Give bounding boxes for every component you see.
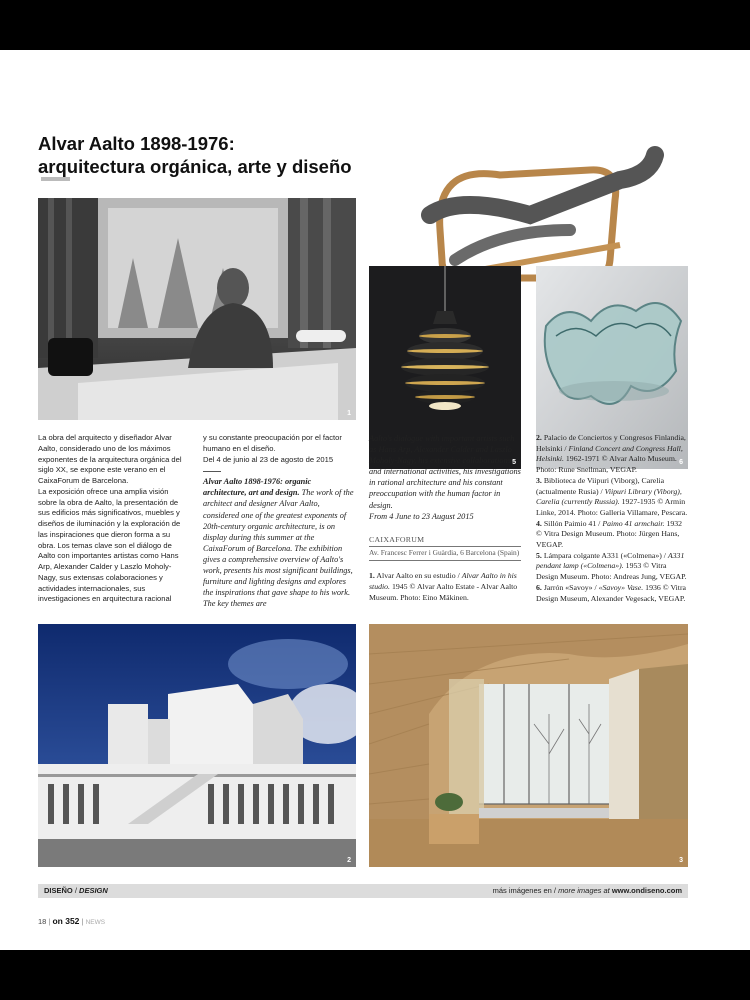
credit-spanish: Sillón Paimio 41 /	[543, 518, 601, 528]
page-number-line	[38, 916, 105, 926]
magazine-page	[0, 50, 750, 950]
credit-4	[536, 519, 688, 551]
photo-number: 2	[347, 857, 351, 864]
footer-more-es: más imágenes en /	[492, 886, 559, 895]
credit-english: A331 pendant lamp («Colmena»).	[536, 550, 685, 571]
photo-aalto-studio-image	[38, 198, 356, 420]
col2-rule	[203, 471, 221, 472]
credit-rest: 1953 © Vitra Design Museum. Photo: Andreas Jung, VEGAP.	[536, 561, 687, 582]
credit-spanish: Lámpara colgante A331 («Colmena») /	[543, 550, 666, 560]
credit-1	[369, 571, 521, 603]
credit-rest: 1936 © Vitra Design Museum, Alexander Vegesack, VEGAP.	[536, 582, 686, 603]
credit-english: Paimo 41 armchair.	[602, 518, 665, 528]
credit-number: 6.	[536, 582, 542, 592]
venue-block	[369, 535, 521, 561]
credit-6	[536, 583, 688, 604]
credit-2	[536, 433, 688, 476]
page-number: 18	[38, 917, 47, 926]
photo-finlandia-hall	[38, 624, 356, 867]
credit-5	[536, 551, 688, 583]
photo-viipuri-library	[369, 624, 688, 867]
venue-address: Av. Francesc Ferrer i Guàrdia, 6 Barcelona (Spain)	[369, 548, 520, 558]
footer-more-images	[493, 884, 682, 898]
footer-section	[44, 884, 108, 898]
col2-english-heading: Alvar Aalto 1898-1976: organic architecture, art and design.	[203, 477, 312, 498]
photo-finlandia-hall-image	[38, 624, 356, 867]
col2-spanish-continued: y su constante preocupación por el factor humano en el diseño.	[203, 433, 342, 453]
credit-number: 3.	[536, 475, 542, 485]
col1-paragraph-1: La obra del arquitecto y diseñador Alvar Aalto, considerado uno de los máximos exponentes de la arquitectura orgánica del siglo XX, se expone este verano en el CaixaForum de Barcelona.	[38, 433, 182, 485]
col3-english-dates: From 4 June to 23 August 2015	[369, 511, 474, 521]
credit-spanish: Biblioteca de Viipuri (Viborg), Carelia (actualmente Rusia) /	[536, 475, 665, 496]
text-column-2	[203, 433, 354, 609]
title-line-2: arquitectura orgánica, arte y diseño	[38, 156, 352, 177]
title-line-1: Alvar Aalto 1898-1976:	[38, 133, 235, 154]
credit-rest: 1945 © Alvar Aalto Estate - Alvar Aalto Museum. Photo: Eino Mäkinen.	[369, 581, 518, 602]
footer-section-en: DESIGN	[79, 886, 108, 895]
page-sep-2: |	[81, 917, 86, 926]
credit-number: 5.	[536, 550, 542, 560]
venue-rule-top	[369, 546, 521, 547]
credit-rest: 1962-1971 © Alvar Aalto Museum. Photo: Rune Snellman, VEGAP.	[536, 454, 677, 475]
credit-number: 1.	[369, 571, 375, 581]
col1-paragraph-2: La exposición ofrece una amplia visión sobre la obra de Aalto, la presentación de sus edificios más significativos, muebles y diseños de iluminación y la exploración de las inspiraciones que dieron forma a su obra. Los temas clave son el diálogo de Aalto con importantes artistas como Hans Arp, Alexander Calder y Laszlo Moholy-Nagy, sus extensas colaboraciones y actividades internacionales, sus investigaciones en arquitectura racional	[38, 486, 181, 604]
credit-spanish: Alvar Aalto en su estudio /	[376, 571, 460, 581]
photo-number: 6	[679, 459, 683, 466]
footer-bar	[38, 884, 688, 898]
credit-spanish: Jarrón «Savoy» /	[543, 582, 597, 592]
page-sep: |	[48, 917, 53, 926]
credit-spanish: Palacio de Conciertos y Congresos Finlandia, Helsinki /	[536, 433, 686, 453]
credit-english: Finland Concert and Congress Hall, Helsinki.	[536, 443, 683, 464]
photo-aalto-studio	[38, 198, 356, 420]
footer-url-link[interactable]: www.ondiseno.com	[611, 886, 682, 895]
photo-viipuri-library-image	[369, 624, 688, 867]
credit-rest: 1932 © Vitra Design Museum. Photo: Jürgen Hans, VEGAP.	[536, 518, 683, 550]
col2-english-text: The work of the architect and designer Alvar Aalto, considered one of the greatest exponents of 20th-century organic architecture, is on display during this summer at the CaixaForum of Barcelona. The exhibition gives a comprehensive overview of Aalto's work, presents his most significant buildings, furniture and lighting designs and explores the inspirations that gave shape to his work. The key themes are	[203, 488, 354, 609]
credit-rest: 1927-1935 © Armin Linke, 2014. Photo: Galleria Villamare, Pescara.	[536, 497, 688, 517]
photo-number: 1	[347, 410, 351, 417]
venue-rule-bottom	[369, 560, 521, 561]
venue-name: CAIXAFORUM	[369, 534, 425, 544]
credit-english: Alvar Aalto in his studio.	[369, 571, 517, 591]
photo-number: 3	[679, 857, 683, 864]
article-title	[38, 132, 368, 178]
text-column-3	[369, 433, 521, 603]
credit-english: Viipuri Library (Viborg), Carelia (currently Russia).	[536, 486, 682, 507]
title-accent-bar	[41, 177, 70, 181]
photo-number: 5	[512, 459, 516, 466]
credit-number: 2.	[536, 433, 542, 442]
footer-section-es: DISEÑO	[44, 886, 73, 895]
col2-spanish-dates: Del 4 de junio al 23 de agosto de 2015	[203, 454, 334, 464]
col3-english-continued: Aalto's dialogue with important artists such as Hans Arp, Alexander Calder and Laszlo Moholy-Nagy, his extensive collaborations and international activities, his investigations in rational architecture and his constant preoccupation with the human factor in design.	[369, 434, 521, 510]
credit-3	[536, 476, 688, 519]
credit-english: «Savoy» Vase.	[598, 582, 644, 592]
footer-more-en: more images at	[558, 886, 610, 895]
col2-english-body	[203, 476, 354, 609]
section-tag: NEWS	[85, 919, 106, 926]
credit-number: 4.	[536, 518, 542, 528]
magazine-issue: on 352	[52, 916, 80, 926]
text-column-1	[38, 433, 188, 605]
footer-section-sep: /	[72, 886, 80, 895]
text-column-4	[536, 433, 688, 604]
